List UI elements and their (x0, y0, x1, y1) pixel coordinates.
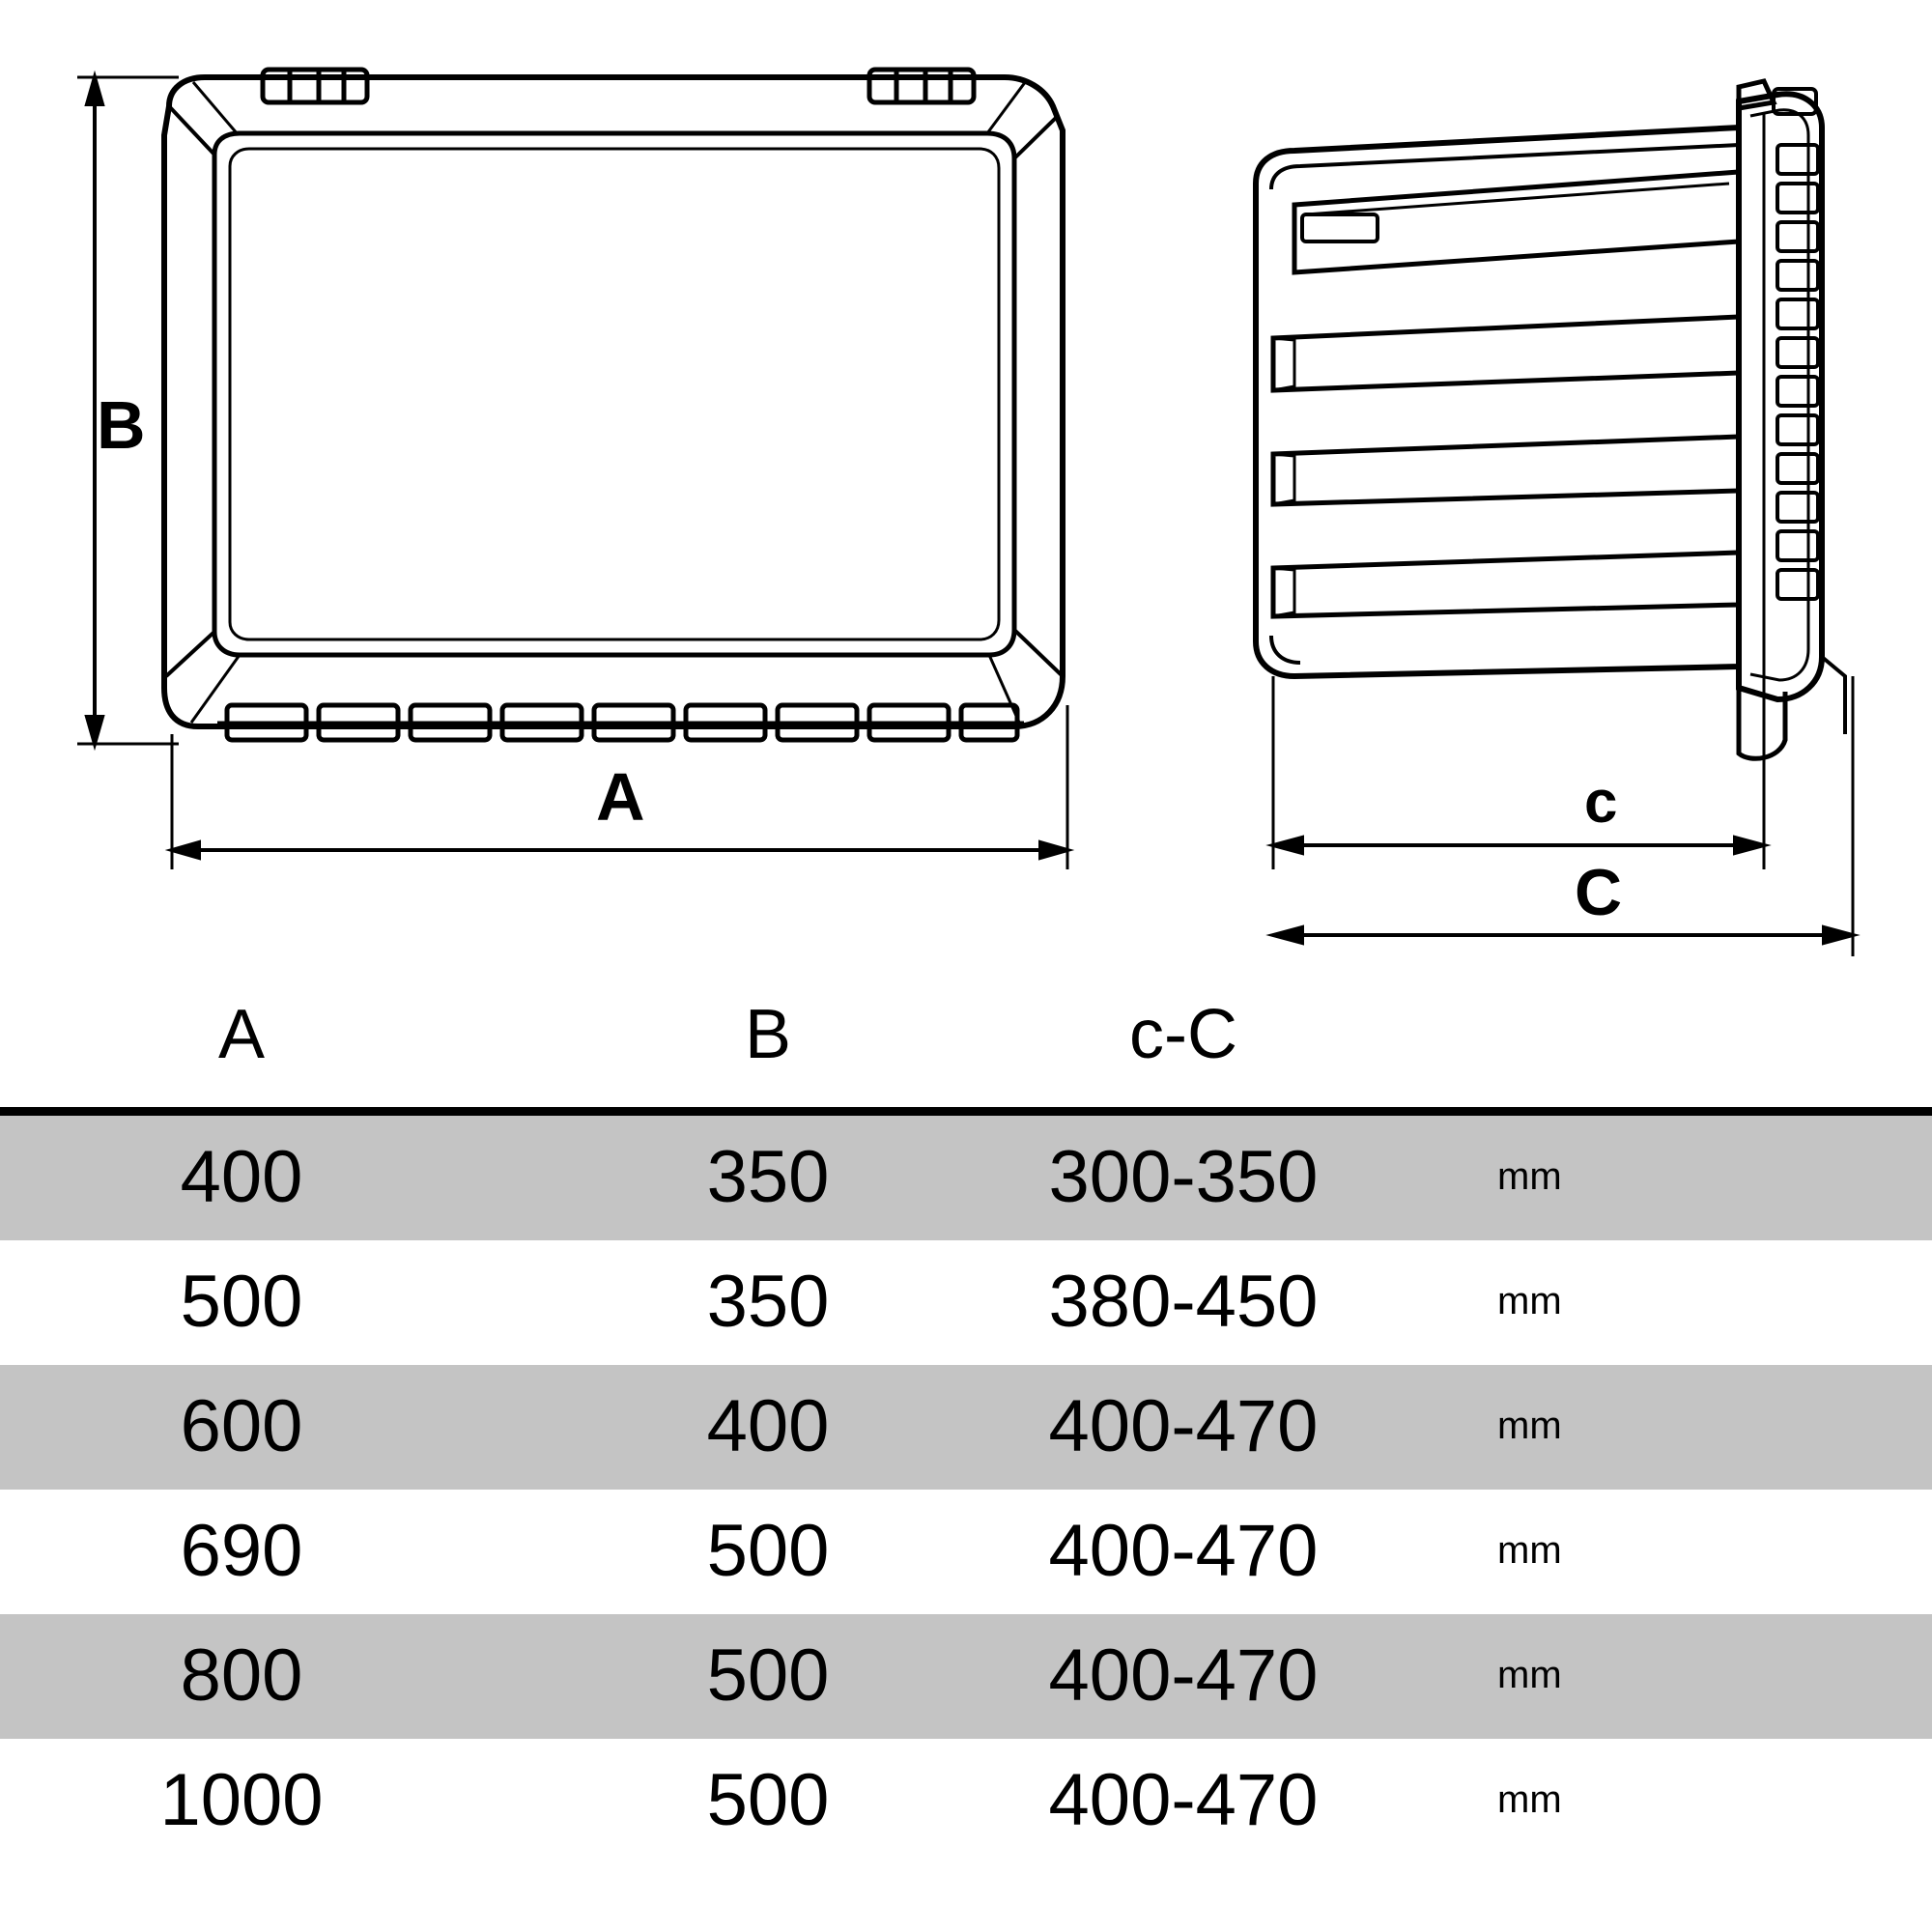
cell-c: 400-470 (947, 1739, 1488, 1863)
dimension-label-a: A (596, 759, 645, 835)
cell-b: 500 (618, 1490, 947, 1614)
cell-a: 600 (0, 1365, 618, 1490)
table-row (0, 1112, 1932, 1241)
cell-a: 1000 (0, 1739, 618, 1863)
side-view (1256, 81, 1845, 758)
front-view (164, 70, 1063, 740)
dimension-label-b: B (97, 387, 146, 463)
cell-c: 400-470 (947, 1490, 1488, 1614)
cell-b: 350 (618, 1240, 947, 1365)
table-row (0, 1240, 1932, 1365)
side-view-dimension-lines (1273, 112, 1853, 956)
column-header-a: A (0, 995, 618, 1112)
cell-a: 690 (0, 1490, 618, 1614)
cell-c: 400-470 (947, 1614, 1488, 1739)
cell-unit: mm (1488, 1365, 1932, 1490)
cell-unit: mm (1488, 1112, 1932, 1241)
cell-b: 500 (618, 1739, 947, 1863)
dimensions-table (0, 995, 1932, 1863)
cell-c: 380-450 (947, 1240, 1488, 1365)
column-header-c: c-C (947, 995, 1488, 1112)
cell-c: 400-470 (947, 1365, 1488, 1490)
table-header-row (0, 995, 1932, 1112)
cell-a: 800 (0, 1614, 618, 1739)
cell-b: 350 (618, 1112, 947, 1241)
cell-c: 300-350 (947, 1112, 1488, 1241)
column-header-unit (1488, 995, 1932, 1112)
column-header-b: B (618, 995, 947, 1112)
cell-b: 400 (618, 1365, 947, 1490)
table-body (0, 1112, 1932, 1864)
table-row (0, 1614, 1932, 1739)
table-row (0, 1365, 1932, 1490)
dimensions-table-wrapper (0, 995, 1932, 1863)
table-row (0, 1739, 1932, 1863)
front-view-dimension-lines (77, 77, 1067, 869)
cell-unit: mm (1488, 1614, 1932, 1739)
cell-unit: mm (1488, 1240, 1932, 1365)
cell-unit: mm (1488, 1490, 1932, 1614)
dimension-label-c-upper: C (1575, 856, 1623, 929)
cell-unit: mm (1488, 1739, 1932, 1863)
dimension-label-c-lower: c (1584, 769, 1618, 836)
table-row (0, 1490, 1932, 1614)
cell-b: 500 (618, 1614, 947, 1739)
cell-a: 500 (0, 1240, 618, 1365)
cell-a: 400 (0, 1112, 618, 1241)
